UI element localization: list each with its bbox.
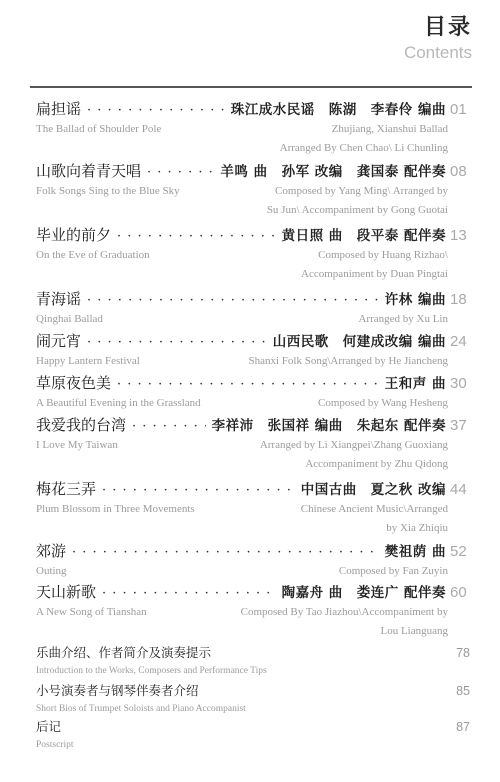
entry-credit-en: Composed by Fan Zuyin	[338, 565, 448, 577]
entry-credit: 陶嘉舟 曲 娄连广 配伴奏	[281, 585, 446, 601]
entry-page: 08	[450, 163, 467, 180]
leader-dots	[87, 335, 267, 350]
entry-credit-en: Composed by Huang Rizhao\	[318, 249, 448, 261]
entry-credit: 珠江成水民谣 陈湖 李春伶 编曲	[230, 102, 446, 118]
entry-page: 24	[450, 333, 467, 350]
entry-title-en: I Love My Taiwan	[36, 439, 118, 451]
entry-title: 梅花三弄	[36, 480, 97, 498]
entry-page: 52	[450, 543, 467, 560]
entry-credit-en-2: Lou Lianguang	[380, 625, 448, 637]
entry-title-en: On the Eve of Graduation	[36, 249, 150, 261]
entry-title: 郊游	[36, 542, 67, 560]
appendix-title-en: Introduction to the Works, Composers and Performance Tips	[36, 666, 267, 676]
appendix-page: 87	[456, 720, 470, 734]
entry-credit-en: Arranged by Li Xiangpei\Zhang Guoxiang	[259, 439, 448, 451]
entry-credit-en: Shanxi Folk Song\Arranged by He Jiancheng	[248, 355, 448, 367]
entry-credit-en: Zhujiang, Xianshui Ballad	[331, 123, 448, 135]
entry-credit: 黄日照 曲 段平泰 配伴奏	[281, 228, 446, 244]
toc-entry[interactable]	[36, 414, 470, 474]
entry-credit: 王和声 曲	[384, 376, 446, 392]
page-subtitle: Contents	[403, 43, 472, 62]
entry-credit-en-2: Su Jun\ Accompaniment by Gong Guotai	[266, 204, 448, 216]
toc-entry[interactable]	[36, 581, 470, 641]
entry-page: 01	[450, 101, 467, 118]
entry-page: 30	[450, 375, 467, 392]
entry-title: 扁担谣	[36, 100, 82, 118]
toc-entry[interactable]	[36, 98, 470, 158]
entry-title: 毕业的前夕	[36, 226, 112, 244]
appendix-page: 85	[456, 684, 470, 698]
entry-credit-en: Composed by Wang Hesheng	[318, 397, 448, 409]
entry-title-en: A New Song of Tianshan	[36, 606, 147, 618]
entry-title: 山歌向着青天唱	[36, 162, 142, 180]
appendix-title-en: Postscript	[36, 740, 74, 750]
entry-title: 草原夜色美	[36, 374, 112, 392]
toc-appendix-entry[interactable]	[36, 717, 470, 755]
entry-title-en: Qinghai Ballad	[36, 313, 103, 325]
leader-dots	[102, 483, 295, 498]
appendix-title: 乐曲介绍、作者简介及演奏提示	[36, 645, 212, 660]
entry-credit-en: Composed By Tao Jiazhou\Accompaniment by	[240, 606, 448, 618]
leader-dots	[117, 229, 276, 244]
entry-title-en: Plum Blossom in Three Movements	[36, 503, 195, 515]
entry-page: 44	[450, 481, 467, 498]
leader-dots	[72, 545, 379, 560]
entry-page: 37	[450, 417, 467, 434]
leader-dots	[147, 165, 214, 180]
page-title: 目录	[423, 15, 472, 40]
appendix-title-en: Short Bios of Trumpet Soloists and Piano Accompanist	[36, 704, 246, 714]
entry-credit: 山西民歌 何建成改编 编曲	[272, 334, 446, 350]
entry-title: 天山新歌	[36, 583, 97, 601]
entry-credit: 羊鸣 曲 孙军 改编 龚国泰 配伴奏	[220, 164, 446, 180]
entry-credit: 李祥沛 张国祥 编曲 朱起东 配伴奏	[211, 418, 446, 434]
entry-title: 青海谣	[36, 290, 82, 308]
entry-title-en: Happy Lantern Festival	[36, 355, 140, 367]
leader-dots	[87, 293, 379, 308]
entry-title: 闹元宵	[36, 332, 82, 350]
leader-dots	[132, 419, 206, 434]
entry-credit: 中国古曲 夏之秋 改编	[300, 482, 446, 498]
entry-credit-en: Chinese Ancient Music\Arranged	[300, 503, 448, 515]
leader-dots	[117, 377, 379, 392]
leader-dots	[87, 103, 225, 118]
entry-title-en: The Ballad of Shoulder Pole	[36, 123, 162, 135]
entry-title-en: A Beautiful Evening in the Grassland	[36, 397, 201, 409]
toc-entry[interactable]	[36, 160, 470, 220]
contents-header	[404, 10, 472, 63]
leader-dots	[102, 586, 276, 601]
entry-credit-en-2: Arranged By Chen Chao\ Li Chunling	[279, 142, 448, 154]
entry-title: 我爱我的台湾	[36, 416, 127, 434]
entry-credit: 许林 编曲	[384, 292, 446, 308]
toc-entry[interactable]	[36, 224, 470, 284]
header-divider	[30, 86, 472, 88]
entry-credit-en: Arranged by Xu Lin	[358, 313, 448, 325]
toc-appendix-entry[interactable]	[36, 643, 470, 681]
entry-page: 18	[450, 291, 467, 308]
entry-title-en: Outing	[36, 565, 67, 577]
appendix-title: 后记	[36, 719, 62, 734]
entry-credit-en: Composed by Yang Ming\ Arranged by	[275, 185, 448, 197]
appendix-page: 78	[456, 646, 470, 660]
entry-title-en: Folk Songs Sing to the Blue Sky	[36, 185, 180, 197]
appendix-title: 小号演奏者与钢琴伴奏者介绍	[36, 683, 199, 698]
entry-page: 13	[450, 227, 467, 244]
entry-credit-en-2: by Xia Zhiqiu	[386, 522, 448, 534]
entry-credit-en-2: Accompaniment by Duan Pingtai	[301, 268, 448, 280]
entry-credit-en-2: Accompaniment by Zhu Qidong	[305, 458, 448, 470]
entry-credit: 樊祖荫 曲	[384, 544, 446, 560]
toc-appendix-entry[interactable]	[36, 681, 470, 719]
toc-entry[interactable]	[36, 478, 470, 538]
entry-page: 60	[450, 584, 467, 601]
